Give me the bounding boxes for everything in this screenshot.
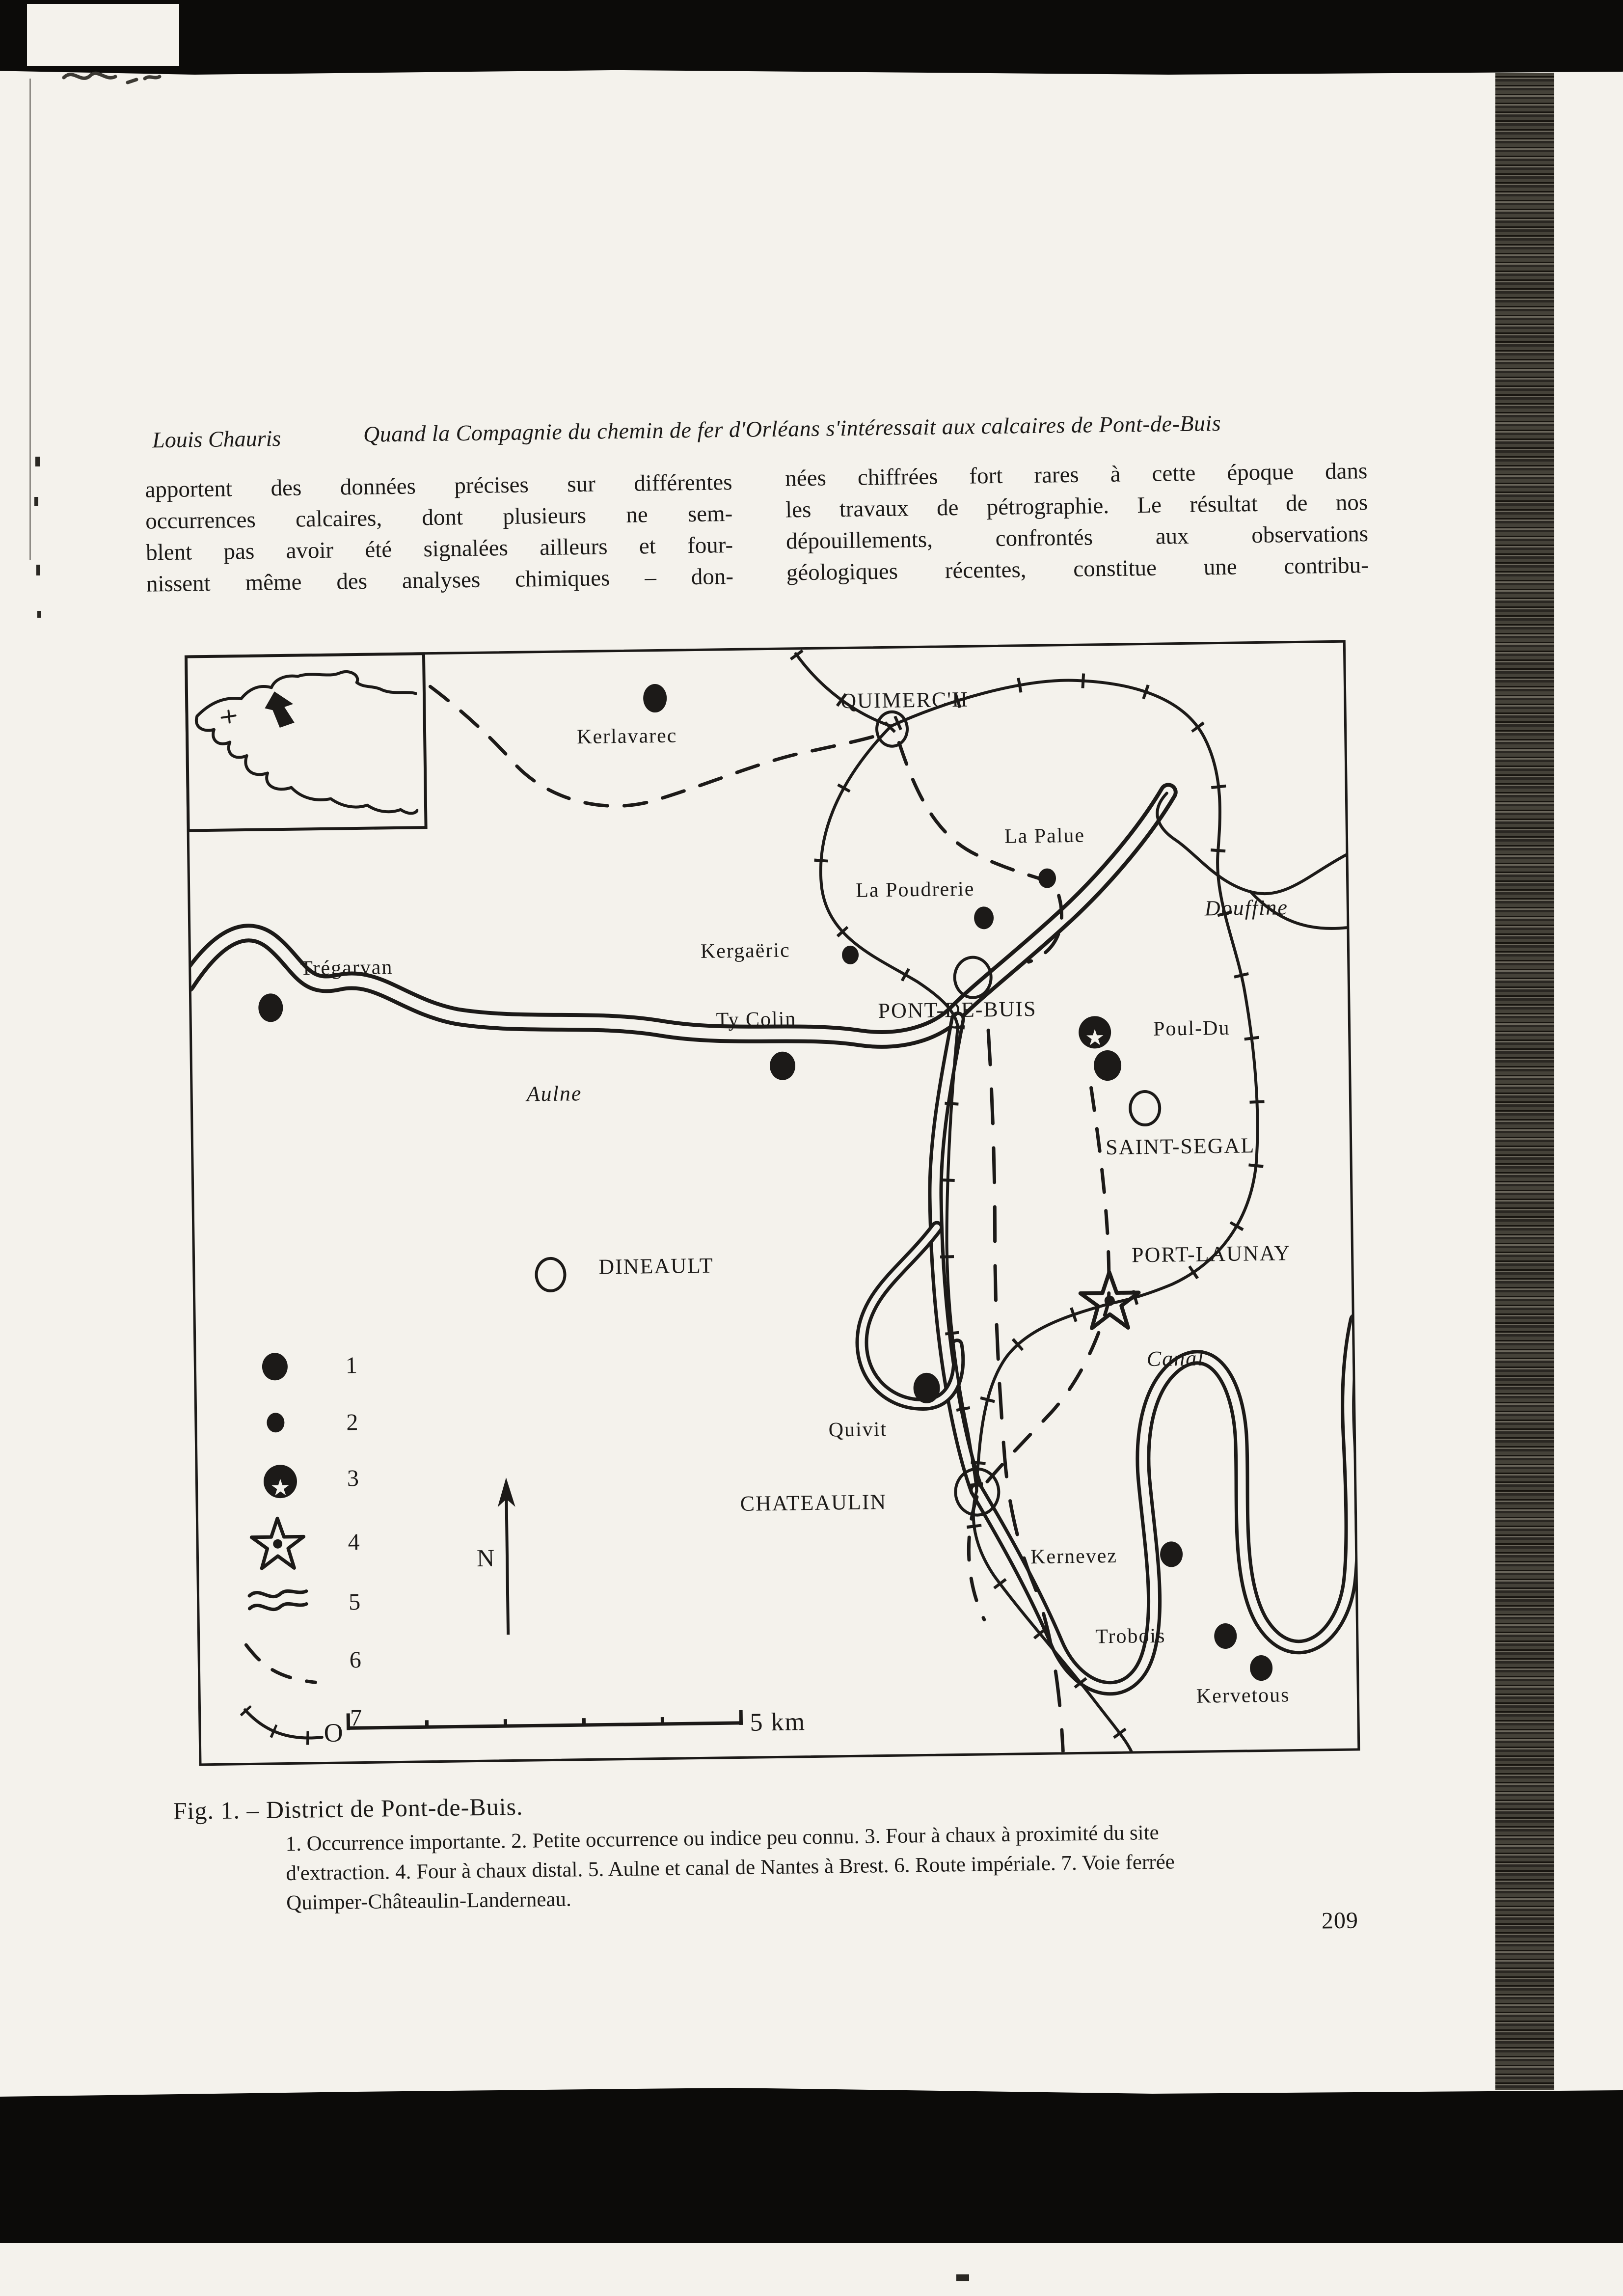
map-label-chateaulin: CHATEAULIN: [740, 1490, 887, 1516]
map-label-quimerch: QUIMERC'H: [840, 687, 969, 713]
left-text-column: [145, 466, 733, 600]
text-line: les travaux de pétrographie. Le résultat de nos: [785, 490, 1368, 523]
map-label-trobois: Trobois: [1095, 1624, 1166, 1648]
legend-symbol-dashed-line-icon: [241, 1640, 320, 1688]
map-label-saint-segal: SAINT-SEGAL: [1105, 1133, 1255, 1160]
brittany-inset-map: [185, 652, 428, 832]
caption-line: d'extraction. 4. Four à chaux distal. 5. Aulne et canal de Nantes à Brest. 6. Route impériale. 7. Voie ferrée: [286, 1850, 1175, 1886]
legend-number-3: 3: [347, 1465, 359, 1492]
map-figure: [185, 640, 1360, 1766]
scan-top-border: [0, 0, 1623, 75]
article-author: Louis Chauris: [152, 425, 281, 453]
scan-book-edge: [1495, 73, 1554, 2090]
scan-speck: [956, 2274, 969, 2281]
legend-number-5: 5: [348, 1589, 361, 1615]
dot-marker-la-poudrerie: [974, 906, 994, 929]
dot-marker-la-palue: [1038, 868, 1056, 888]
text-line: dépouillements, confrontés aux observations: [785, 521, 1369, 554]
article-running-title: Quand la Compagnie du chemin de fer d'Orléans s'intéressait aux calcaires de Pont-de-Buis: [363, 410, 1221, 447]
map-label-quivit: Quivit: [828, 1418, 888, 1442]
text-line: occurrences calcaires, dont plusieurs ne sem-: [145, 500, 733, 534]
river-label-douffine: Douffine: [1204, 895, 1289, 921]
legend-symbol-small-dot: [267, 1413, 285, 1432]
scan-speck: [36, 565, 40, 575]
brittany-outline: [188, 655, 418, 823]
distal-kiln-star-icon: [1077, 1268, 1142, 1334]
text-line: blent pas avoir été signalées ailleurs et four-: [145, 532, 733, 566]
text-line: géologiques récentes, constitue une contribu-: [786, 552, 1369, 586]
map-label-kerlavarec: Kerlavarec: [576, 724, 677, 749]
map-label-pont-de-buis: PONT-DE-BUIS: [878, 996, 1037, 1023]
text-line: nissent même des analyses chimiques – don-: [146, 563, 734, 597]
legend-number-1: 1: [345, 1352, 358, 1379]
legend-number-4: 4: [348, 1529, 360, 1556]
scan-left-edge-line: [29, 79, 31, 560]
map-label-la-palue: La Palue: [1004, 824, 1085, 848]
scale-origin-label: O: [324, 1718, 344, 1748]
right-text-column: [785, 455, 1369, 589]
legend-symbol-wavy-line-icon: [245, 1583, 311, 1621]
river-label-canal: Canal: [1146, 1346, 1205, 1371]
text-line: nées chiffrées fort rares à cette époque dans: [784, 458, 1368, 492]
scale-distance-label: 5 km: [750, 1708, 806, 1737]
scan-bottom-border: [0, 2088, 1623, 2243]
map-label-port-launay: PORT-LAUNAY: [1131, 1241, 1291, 1267]
legend-number-7: 7: [350, 1705, 362, 1731]
map-label-tregarvan: Trégarvan: [300, 956, 393, 980]
legend-symbol-open-star-icon: [248, 1514, 307, 1573]
caption-line: 1. Occurrence importante. 2. Petite occurrence ou indice peu connu. 3. Four à chaux à proximité du site: [285, 1821, 1159, 1856]
scan-speck: [34, 497, 38, 506]
study-area-arrow-icon: [265, 691, 295, 728]
caption-line: Quimper-Châteaulin-Landerneau.: [286, 1887, 572, 1915]
legend-number-6: 6: [349, 1647, 362, 1673]
figure-caption-title: Fig. 1. – District de Pont-de-Buis.: [173, 1792, 523, 1825]
text-line: apportent des données précises sur différentes: [145, 469, 732, 503]
map-label-dineault: DINEAULT: [598, 1253, 714, 1279]
compass-north-label: N: [476, 1544, 496, 1572]
scan-speck: [37, 611, 41, 618]
legend-number-2: 2: [346, 1409, 358, 1436]
dot-marker-quivit: [913, 1373, 940, 1404]
map-label-kernevez: Kernevez: [1030, 1544, 1118, 1569]
figure-caption-legend: [285, 1815, 1410, 1918]
map-label-kergaeric: Kergaëric: [700, 939, 790, 963]
scan-top-left-notch: [27, 4, 179, 66]
scan-corner-scribble: [59, 58, 187, 102]
map-label-ty-colin: Ty Colin: [716, 1008, 797, 1032]
map-label-kervetous: Kervetous: [1196, 1684, 1290, 1708]
map-label-la-poudrerie: La Poudrerie: [856, 877, 975, 902]
dot-marker-kerlavarec: [643, 684, 667, 713]
map-label-poul-du: Poul-Du: [1153, 1016, 1230, 1040]
river-label-aulne: Aulne: [526, 1081, 582, 1106]
page-number: 209: [1321, 1907, 1359, 1934]
scale-bar: [343, 1699, 751, 1739]
legend-symbol-railway-line-icon: [240, 1696, 327, 1748]
scan-speck: [35, 457, 40, 466]
dot-marker-kergaeric: [842, 946, 859, 964]
